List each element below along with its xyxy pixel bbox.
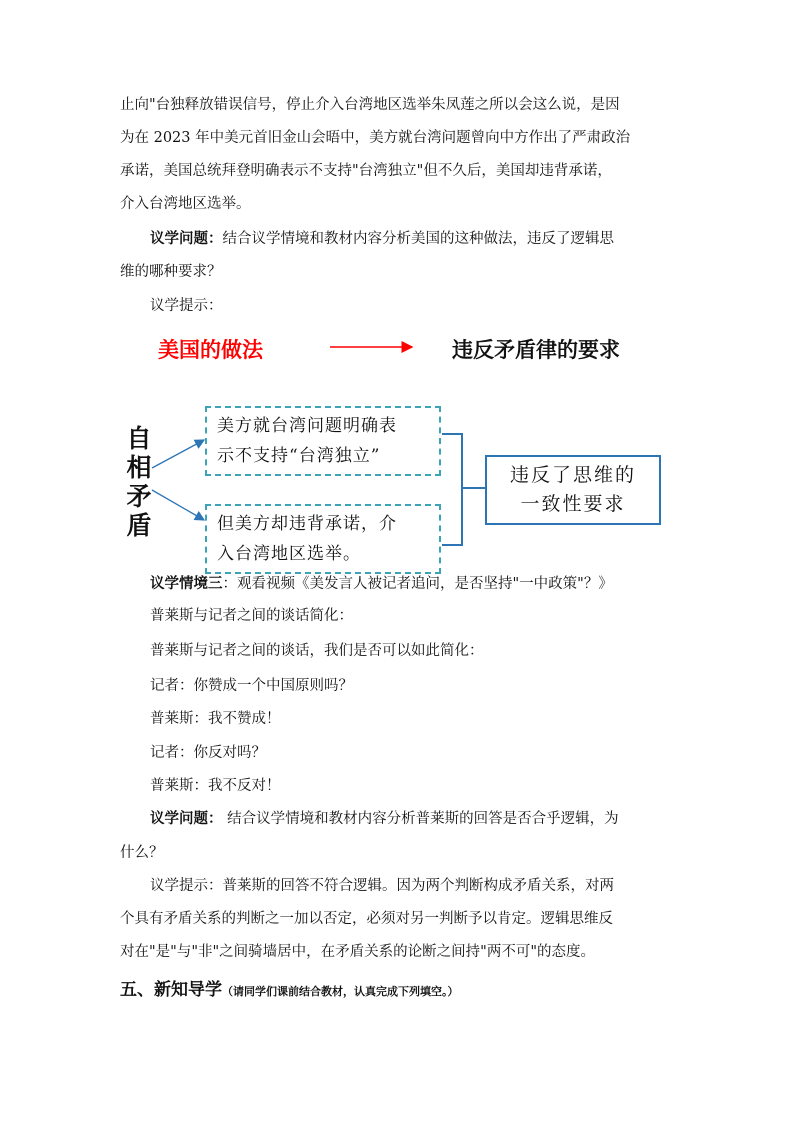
bottom-dashed-box: 但美方却违背承诺，介 入台湾地区选举。 <box>205 504 441 574</box>
dialogue-line: 记者：你反对吗？ <box>150 745 266 761</box>
hint-2-line: 对在"是"与"非"之间骑墙居中，在矛盾关系的论断之间持"两不可"的态度。 <box>120 944 596 960</box>
diagram-left-title: 美国的做法 <box>158 338 263 362</box>
question-1-text: 结合议学情境和教材内容分析美国的这种做法，违反了逻辑思 <box>222 231 614 247</box>
paragraph-line: 止向"台独释放错误信号，停止介入台湾地区选举朱凤莲之所以会这么说，是因 <box>120 97 620 113</box>
scenario-3-text: ：观看视频《美发言人被记者追问，是否坚持"一中政策"？》 <box>222 576 613 592</box>
bracket <box>442 434 485 545</box>
dialogue-line: 普莱斯：我不赞成！ <box>150 711 281 727</box>
paragraph-line: 为在 2023 年中美元首旧金山会晤中，美方就台湾问题曾向中方作出了严肃政治 <box>120 130 631 146</box>
section-5-note: （请同学们课前结合教材，认真完成下列填空。） <box>222 985 459 998</box>
arrow-to-top-box <box>152 440 204 468</box>
hint-1-label: 议学提示： <box>150 298 223 314</box>
question-2-text: 结合议学情境和教材内容分析普莱斯的回答是否合乎逻辑，为 <box>222 811 619 827</box>
section-5-title: 五、新知导学 <box>120 980 222 1000</box>
scenario-3 <box>150 574 613 594</box>
paragraph-line: 承诺，美国总统拜登明确表示不支持"台湾独立"但不久后，美国却违背承诺， <box>120 163 612 179</box>
hint-2-line: 个具有矛盾关系的判断之一加以否定，必须对另一判断予以肯定。逻辑思维反 <box>120 911 613 927</box>
dialogue-intro-1: 普莱斯与记者之间的谈话简化： <box>150 608 353 624</box>
question-2 <box>150 809 619 829</box>
question-1-label: 议学问题： <box>150 230 223 247</box>
question-2-cont: 什么？ <box>120 845 164 861</box>
scenario-3-label: 议学情境三 <box>150 575 223 592</box>
question-1-cont: 维的哪种要求？ <box>120 264 222 280</box>
result-box: 违反了思维的 一致性要求 <box>485 455 661 525</box>
vertical-label: 自 相 矛 盾 <box>126 424 152 540</box>
section-5-heading <box>120 975 459 1000</box>
diagram-right-title: 违反矛盾律的要求 <box>452 338 620 362</box>
question-2-label: 议学问题： <box>150 810 223 827</box>
dialogue-line: 普莱斯：我不反对！ <box>150 778 281 794</box>
dialogue-intro-2: 普莱斯与记者之间的谈话，我们是否可以如此简化： <box>150 643 484 659</box>
top-dashed-box: 美方就台湾问题明确表 示不支持“台湾独立” <box>205 406 441 476</box>
paragraph-line: 介入台湾地区选举。 <box>120 196 251 212</box>
dialogue-line: 记者：你赞成一个中国原则吗？ <box>150 678 353 694</box>
hint-2-first: 议学提示：普莱斯的回答不符合逻辑。因为两个判断构成矛盾关系，对两 <box>150 878 614 894</box>
arrow-to-bottom-box <box>152 490 204 520</box>
